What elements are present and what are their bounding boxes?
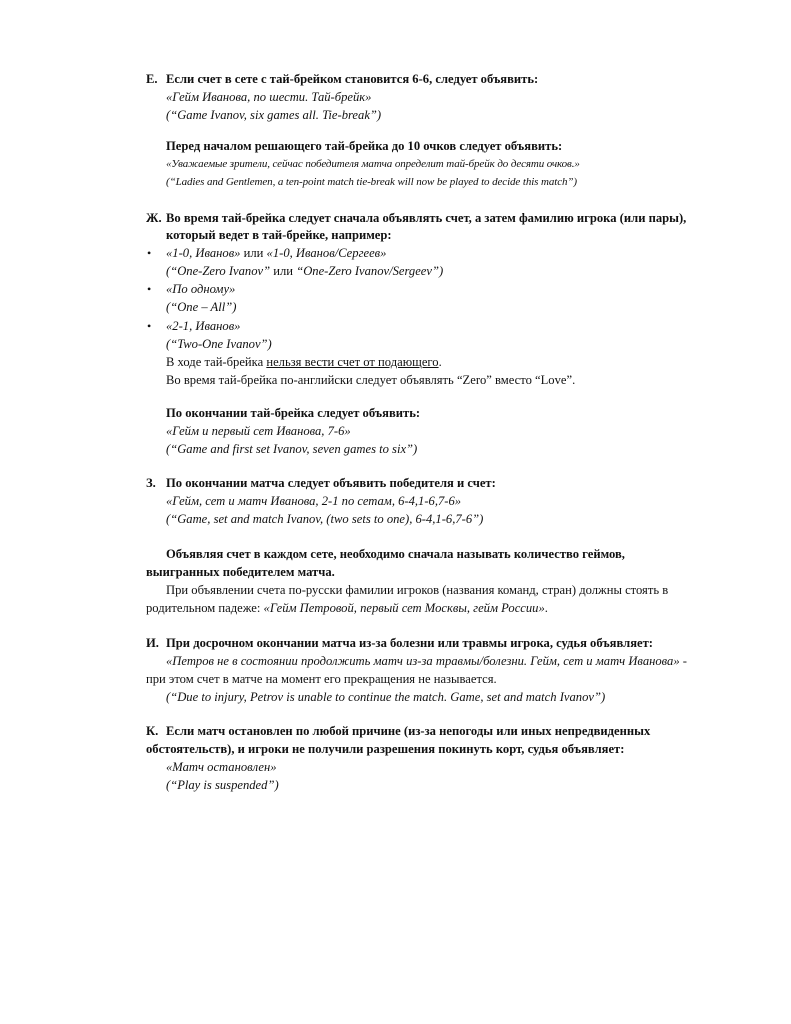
section-e-ru: «Гейм Иванова, по шести. Тай-брейк» (166, 90, 372, 104)
section-z-para1-line2: выигранных победителем матча. (146, 565, 335, 579)
section-k-en: (“Play is suspended”) (166, 778, 279, 792)
bullet-2-en: (“One – All”) (166, 300, 237, 314)
section-e-sub-heading: Перед началом решающего тай-брейка до 10 очков следует объявить: (166, 139, 563, 153)
section-z-para2-line2: родительном падеже: «Гейм Петровой, первый сет Москвы, гейм России». (146, 601, 548, 615)
section-z-label: З. (146, 476, 156, 490)
section-zh-end-en: (“Game and first set Ivanov, seven games to six”) (166, 442, 418, 456)
section-i-heading: При досрочном окончании матча из-за болезни или травмы игрока, судья объявляет: (166, 636, 653, 650)
bullet-1-ru: «1-0, Иванов» или «1-0, Иванов/Сергеев» (166, 246, 387, 260)
bullet-icon: • (147, 246, 152, 260)
section-e-en: (“Game Ivanov, six games all. Tie-break”) (166, 108, 382, 122)
section-z-en: (“Game, set and match Ivanov, (two sets to one), 6-4,1-6,7-6”) (166, 512, 484, 526)
section-i-label: И. (146, 636, 159, 650)
section-e-label: Е. (146, 72, 158, 86)
section-e-heading: Если счет в сете с тай-брейком становится 6-6, следует объявить: (166, 72, 539, 86)
section-i-cont: при этом счет в матче на момент его прекращения не называется. (146, 672, 497, 686)
section-z-para1-line1: Объявляя счет в каждом сете, необходимо сначала называть количество геймов, (166, 547, 625, 561)
section-zh-end-heading: По окончании тай-брейка следует объявить: (166, 406, 421, 420)
section-k-heading-1: Если матч остановлен по любой причине (из-за непогоды или иных непредвиденных (166, 724, 651, 738)
section-zh-heading-1: Во время тай-брейка следует сначала объявлять счет, а затем фамилию игрока (или пары), (166, 211, 687, 225)
section-e-sub-en: (“Ladies and Gentlemen, a ten-point match tie-break will now be played to decide this match”) (166, 176, 577, 188)
section-z-ru: «Гейм, сет и матч Иванова, 2-1 по сетам, 6-4,1-6,7-6» (166, 494, 462, 508)
bullet-3-ru: «2-1, Иванов» (166, 319, 241, 333)
section-k-heading-2: обстоятельств), и игроки не получили разрешения покинуть корт, судья объявляет: (146, 742, 625, 756)
section-zh-note-1: В ходе тай-брейка нельзя вести счет от подающего. (166, 355, 442, 369)
bullet-3-en: (“Two-One Ivanov”) (166, 337, 272, 351)
section-e-sub-ru: «Уважаемые зрители, сейчас победителя матча определит тай-брейк до десяти очков.» (166, 158, 580, 170)
section-i-ru: «Петров не в состоянии продолжить матч из-за травмы/болезни. Гейм, сет и матч Иванова» - (166, 654, 687, 668)
bullet-1-en: (“One-Zero Ivanov” или “One-Zero Ivanov/Sergeev”) (166, 264, 444, 278)
bullet-icon: • (147, 282, 152, 296)
section-zh-heading-2: который ведет в тай-брейке, например: (166, 228, 392, 242)
section-zh-end-ru: «Гейм и первый сет Иванова, 7-6» (166, 424, 351, 438)
section-zh-label: Ж. (146, 211, 162, 225)
section-z-heading: По окончании матча следует объявить победителя и счет: (166, 476, 496, 490)
section-k-label: К. (146, 724, 159, 738)
bullet-2-ru: «По одному» (166, 282, 236, 296)
section-z-para2-line1: При объявлении счета по-русски фамилии игроков (названия команд, стран) должны стоять в (166, 583, 669, 597)
section-zh-note-2: Во время тай-брейка по-английски следует объявлять “Zero” вместо “Love”. (166, 373, 576, 387)
bullet-icon: • (147, 319, 152, 333)
section-k-ru: «Матч остановлен» (166, 760, 277, 774)
section-i-en: (“Due to injury, Petrov is unable to continue the match. Game, set and match Ivanov”) (166, 690, 606, 704)
